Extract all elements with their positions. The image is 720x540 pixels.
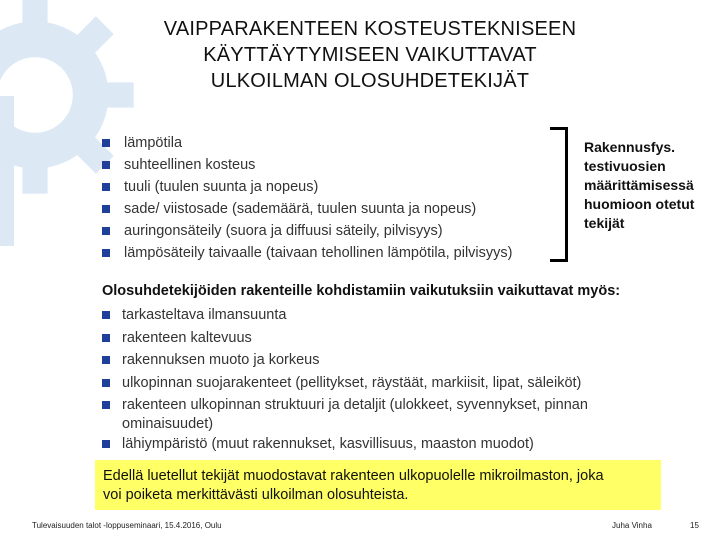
list-item-text: lähiympäristö (muut rakennukset, kasvillisuus, maaston muodot): [122, 435, 534, 452]
list-item-text: rakennuksen muoto ja korkeus: [122, 352, 320, 368]
square-bullet-icon: [102, 379, 110, 387]
square-bullet-icon: [102, 139, 110, 147]
square-bullet-icon: [102, 183, 110, 191]
square-bullet-icon: [102, 205, 110, 213]
list-item-text: tuuli (tuulen suunta ja nopeus): [124, 179, 319, 195]
square-bullet-icon: [102, 334, 110, 342]
side-note-line: huomioon otetut: [584, 196, 695, 212]
list-item-text: rakenteen ulkopinnan struktuuri ja detaljit (ulokkeet, syvennykset, pinnan: [122, 397, 588, 413]
list-item-text: lämpösäteily taivaalle (taivaan tehollinen lämpötila, pilvisyys): [124, 245, 513, 261]
side-note: [584, 138, 714, 233]
list-item: [102, 198, 512, 220]
list-item: [102, 327, 588, 350]
list-item: [102, 176, 512, 198]
list-item: [102, 242, 512, 264]
decorative-stripe: [0, 96, 14, 246]
title-line: KÄYTTÄYTYMISEEN VAIKUTTAVAT: [203, 44, 537, 66]
square-bullet-icon: [102, 227, 110, 235]
side-note-line: määrittämisessä: [584, 177, 694, 193]
title-line: VAIPPARAKENTEEN KOSTEUSTEKNISEEN: [163, 18, 577, 40]
list-item: [102, 154, 512, 176]
list-item: [102, 433, 588, 456]
page-number: 15: [690, 521, 699, 530]
slide-title: [110, 16, 630, 94]
square-bullet-icon: [102, 401, 110, 409]
list-item-text: suhteellinen kosteus: [124, 157, 256, 173]
list-item-text: tarkasteltava ilmansuunta: [122, 307, 287, 323]
side-note-line: testivuosien: [584, 158, 666, 174]
footer-author: Juha Vinha: [612, 521, 652, 530]
footer-event: Tulevaisuuden talot -loppuseminaari, 15.4.2016, Oulu: [32, 521, 222, 530]
highlight-line: voi poiketa merkittävästi ulkoilman olosuhteista.: [103, 487, 409, 503]
list-item-text: auringonsäteily (suora ja diffuusi säteily, pilvisyys): [124, 223, 443, 239]
list-item-text: sade/ viistosade (sademäärä, tuulen suunta ja nopeus): [124, 201, 477, 217]
list-item: [102, 220, 512, 242]
section-subheading: Olosuhdetekijöiden rakenteille kohdistamiin vaikutuksiin vaikuttavat myös:: [102, 283, 621, 299]
square-bullet-icon: [102, 311, 110, 319]
square-bullet-icon: [102, 249, 110, 257]
square-bullet-icon: [102, 161, 110, 169]
weather-factor-list: [102, 132, 512, 264]
list-item: [102, 372, 588, 395]
list-item: [102, 132, 512, 154]
additional-factor-list: [102, 304, 588, 455]
side-note-line: tekijät: [584, 215, 625, 231]
highlight-box: [95, 460, 661, 510]
list-item-text: rakenteen kaltevuus: [122, 329, 252, 346]
list-item-text: ulkopinnan suojarakenteet (pellitykset, räystäät, markiisit, lipat, säleiköt): [122, 374, 582, 391]
side-note-line: Rakennusfys.: [584, 139, 676, 155]
highlight-line: Edellä luetellut tekijät muodostavat rakenteen ulkopuolelle mikroilmaston, joka: [103, 468, 604, 484]
list-item: [102, 349, 588, 372]
title-line: ULKOILMAN OLOSUHDETEKIJÄT: [210, 70, 530, 92]
grouping-bracket: [550, 127, 568, 262]
list-item: [102, 304, 588, 327]
list-item: [102, 394, 588, 433]
list-item-continuation: ominaisuudet): [122, 415, 214, 432]
list-item-text: lämpötila: [124, 135, 183, 151]
square-bullet-icon: [102, 440, 110, 448]
square-bullet-icon: [102, 356, 110, 364]
